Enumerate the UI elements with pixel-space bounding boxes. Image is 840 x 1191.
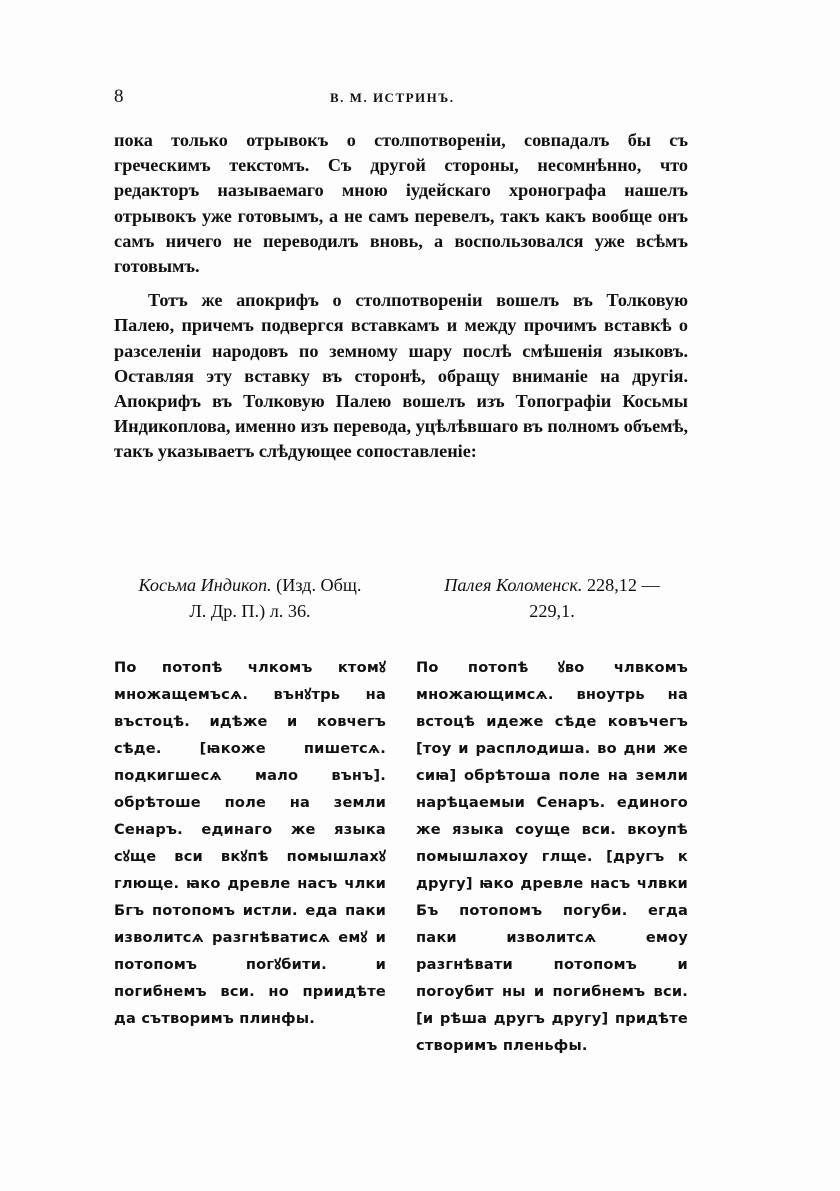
right-source-title: Палея Коломенск. xyxy=(444,575,583,595)
paragraph-1: пока только отрывокъ о столпотвореніи, совпадалъ бы съ греческимъ текстомъ. Съ другой стороны, несомнѣнно, что редакторъ называемаго мною іудейскаго хронографа нашелъ отрывокъ уже готовымъ, а не самъ перевелъ, такъ какъ вообще онъ самъ ничего не переводилъ вновь, а воспользовался уже всѣмъ готовымъ. xyxy=(114,130,688,277)
left-source-line2: Л. Др. П.) л. 36. xyxy=(189,601,311,621)
body-text xyxy=(114,128,688,465)
parallel-columns xyxy=(114,572,688,1059)
running-head: В. М. ИСТРИНЪ. xyxy=(330,90,455,105)
right-source-line2: 229,1. xyxy=(529,601,575,621)
left-source-rest: (Изд. Общ. xyxy=(271,575,362,595)
left-source-title: Косьма Индикоп. xyxy=(138,575,272,595)
page-number: 8 xyxy=(114,86,124,107)
right-column-heading xyxy=(416,572,688,624)
right-column xyxy=(416,572,688,1059)
right-source-rest: 228,12 — xyxy=(582,575,660,595)
paragraph-2: Тотъ же апокрифъ о столпотвореніи вошелъ въ Толковую Палею, причемъ подвергся вставкамъ и между прочимъ вставкѣ о разселеніи народовъ по земному шару послѣ смѣшенія языковъ. Оставляя эту вставку въ сторонѣ, обращу вниманіе на другія. Апокрифъ въ Толковую Палею вошелъ изъ Топографіи Косьмы Индикоплова, именно изъ перевода, уцѣлѣвшаго въ полномъ объемѣ, такъ указываетъ слѣдующее сопоставленіе: xyxy=(114,290,688,462)
left-column xyxy=(114,572,386,1059)
right-column-text: По потопѣ ꙋво члвкомъ множающимсѧ. вноутрь на встоцѣ идеже сѣде ковъчегъ [тоу и расплодиша. во дни же сиꙗ] обрѣтоша поле на земли нарѣцаемыи Сенаръ. единого же языка соуще вси. вкоупѣ помышлахоу глще. [другъ к другу] ꙗко древле насъ члвки Бъ потопомъ погуби. егда паки изволитсѧ емоу разгнѣвати потопомъ и погоубит ны и погибнемъ вси. [и рѣша другъ другу] придѣте створимъ пленьфы. xyxy=(416,659,688,1054)
left-column-text: По потопѣ члкомъ ктомꙋ множащемъсѧ. вънꙋтрь на въстоцѣ. идѣже и ковчегъ сѣде. [ꙗкоже пишетсѧ. подкигшесѧ мало вънъ]. обрѣтоше поле на земли Сенаръ. единаго же языка сꙋще вси вкꙋпѣ помышлахꙋ глюще. ꙗко древле насъ члки Бгъ потопомъ истли. еда паки изволитсѧ разгнѣватисѧ емꙋ и потопомъ погꙋбити. и погибнемъ вси. но приидѣте да сътворимъ плинфы. xyxy=(114,659,386,1027)
left-column-heading xyxy=(114,572,386,624)
